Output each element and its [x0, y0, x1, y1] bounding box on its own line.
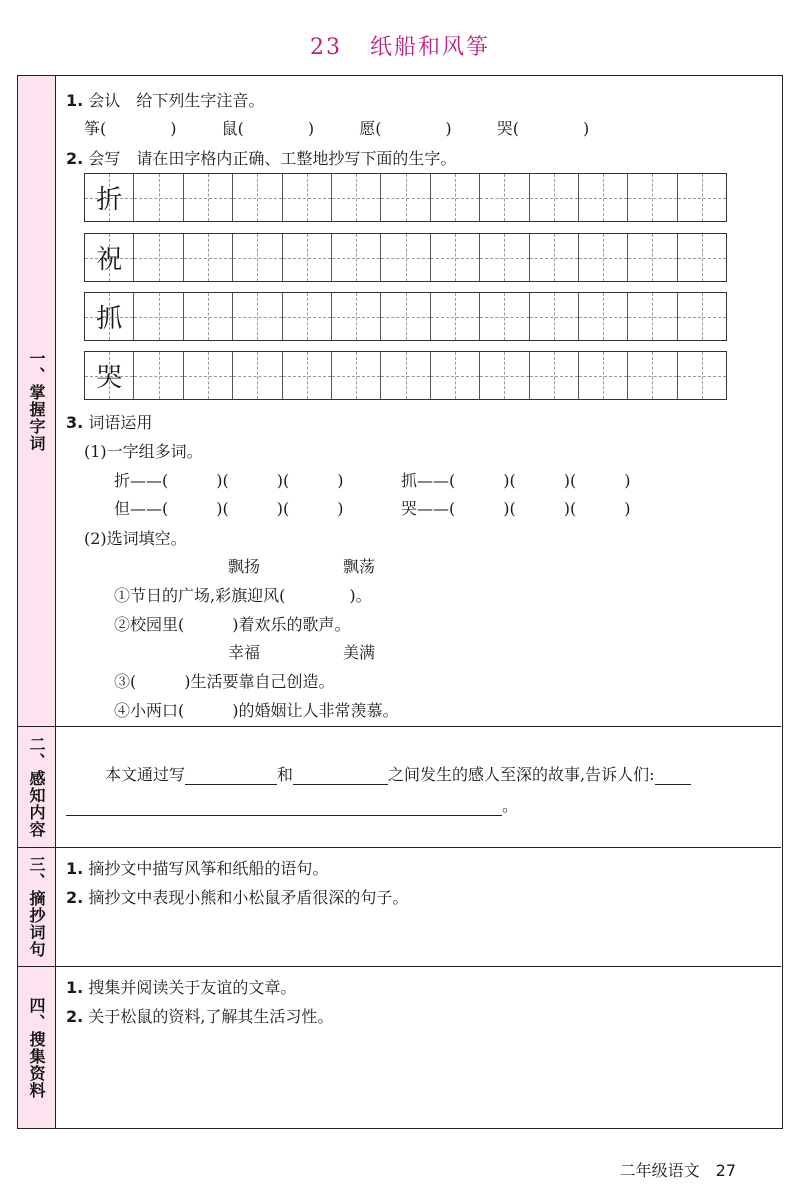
writing-grid-row[interactable] — [84, 292, 727, 341]
part-2-heading: (2)选词填空。 — [84, 529, 187, 548]
model-character: 抓 — [96, 304, 123, 334]
section-collect-info — [18, 967, 781, 1128]
word-group-row[interactable]: 但——( )( )( ) — [114, 499, 344, 518]
task-item: 2. 关于松鼠的资料,了解其生活习性。 — [66, 1007, 334, 1026]
model-character: 折 — [96, 185, 123, 215]
fill-sentence[interactable]: ②校园里( )着欢乐的歌声。 — [114, 615, 351, 634]
section-label: 四、搜集资料 — [18, 967, 56, 1128]
fill-sentence[interactable]: ③( )生活要靠自己创造。 — [114, 672, 335, 691]
task-item: 1. 搜集并阅读关于友谊的文章。 — [66, 978, 297, 997]
answer-blank[interactable] — [655, 767, 691, 785]
question-1: 1. 会认 给下列生字注音。 — [66, 91, 265, 110]
task-item: 2. 摘抄文中表现小熊和小松鼠矛盾很深的句子。 — [66, 888, 409, 907]
word-choice: 飘荡 — [343, 557, 376, 576]
word-group-row[interactable]: 抓——( )( )( ) — [401, 471, 631, 490]
pinyin-blank[interactable]: 鼠( ) — [221, 119, 315, 138]
answer-blank[interactable] — [185, 767, 277, 785]
section-label: 三、摘抄词句 — [18, 848, 56, 966]
question-2: 2. 会写 请在田字格内正确、工整地抄写下面的生字。 — [66, 149, 457, 168]
section-label: 一、掌握字词 — [18, 76, 56, 726]
summary-continuation: 。 — [66, 793, 518, 816]
pinyin-blank[interactable]: 筝( ) — [84, 119, 177, 138]
word-choice: 幸福 — [228, 643, 261, 662]
section-copy-sentences — [18, 848, 781, 967]
writing-grid-row[interactable] — [84, 233, 727, 282]
word-group-row[interactable]: 折——( )( )( ) — [114, 471, 344, 490]
section-label: 二、感知内容 — [18, 727, 56, 847]
word-choice: 美满 — [343, 643, 376, 662]
lesson-title: 纸船和风筝 — [369, 35, 490, 60]
lesson-number: 23 — [309, 35, 342, 60]
task-item: 1. 摘抄文中描写风筝和纸船的语句。 — [66, 859, 329, 878]
section-master-words — [18, 76, 781, 727]
answer-blank[interactable] — [66, 798, 502, 816]
answer-blank[interactable] — [293, 767, 388, 785]
question-3: 3. 词语运用 — [66, 413, 153, 432]
page-number: 27 — [715, 1161, 736, 1180]
word-group-row[interactable]: 哭——( )( )( ) — [401, 499, 631, 518]
model-character: 祝 — [96, 245, 123, 275]
section-perceive-content — [18, 727, 781, 848]
page-footer — [620, 1158, 736, 1181]
fill-sentence[interactable]: ①节日的广场,彩旗迎风( )。 — [114, 586, 372, 605]
pinyin-blank[interactable]: 哭( ) — [496, 119, 590, 138]
grade-subject: 二年级语文 — [619, 1161, 700, 1180]
pinyin-blank[interactable]: 愿( ) — [359, 119, 452, 138]
writing-grid-row[interactable] — [84, 351, 727, 400]
pinyin-row — [84, 116, 589, 139]
summary-sentence: 本文通过写 和 之间发生的感人至深的故事,告诉人们: — [105, 762, 691, 785]
writing-grid-row[interactable] — [84, 173, 727, 222]
model-character: 哭 — [96, 363, 123, 393]
word-choice: 飘扬 — [228, 557, 261, 576]
part-1-heading: (1)一字组多词。 — [84, 442, 203, 461]
page-title — [0, 30, 800, 61]
worksheet — [17, 75, 783, 1129]
fill-sentence[interactable]: ④小两口( )的婚姻让人非常羡慕。 — [114, 701, 399, 720]
